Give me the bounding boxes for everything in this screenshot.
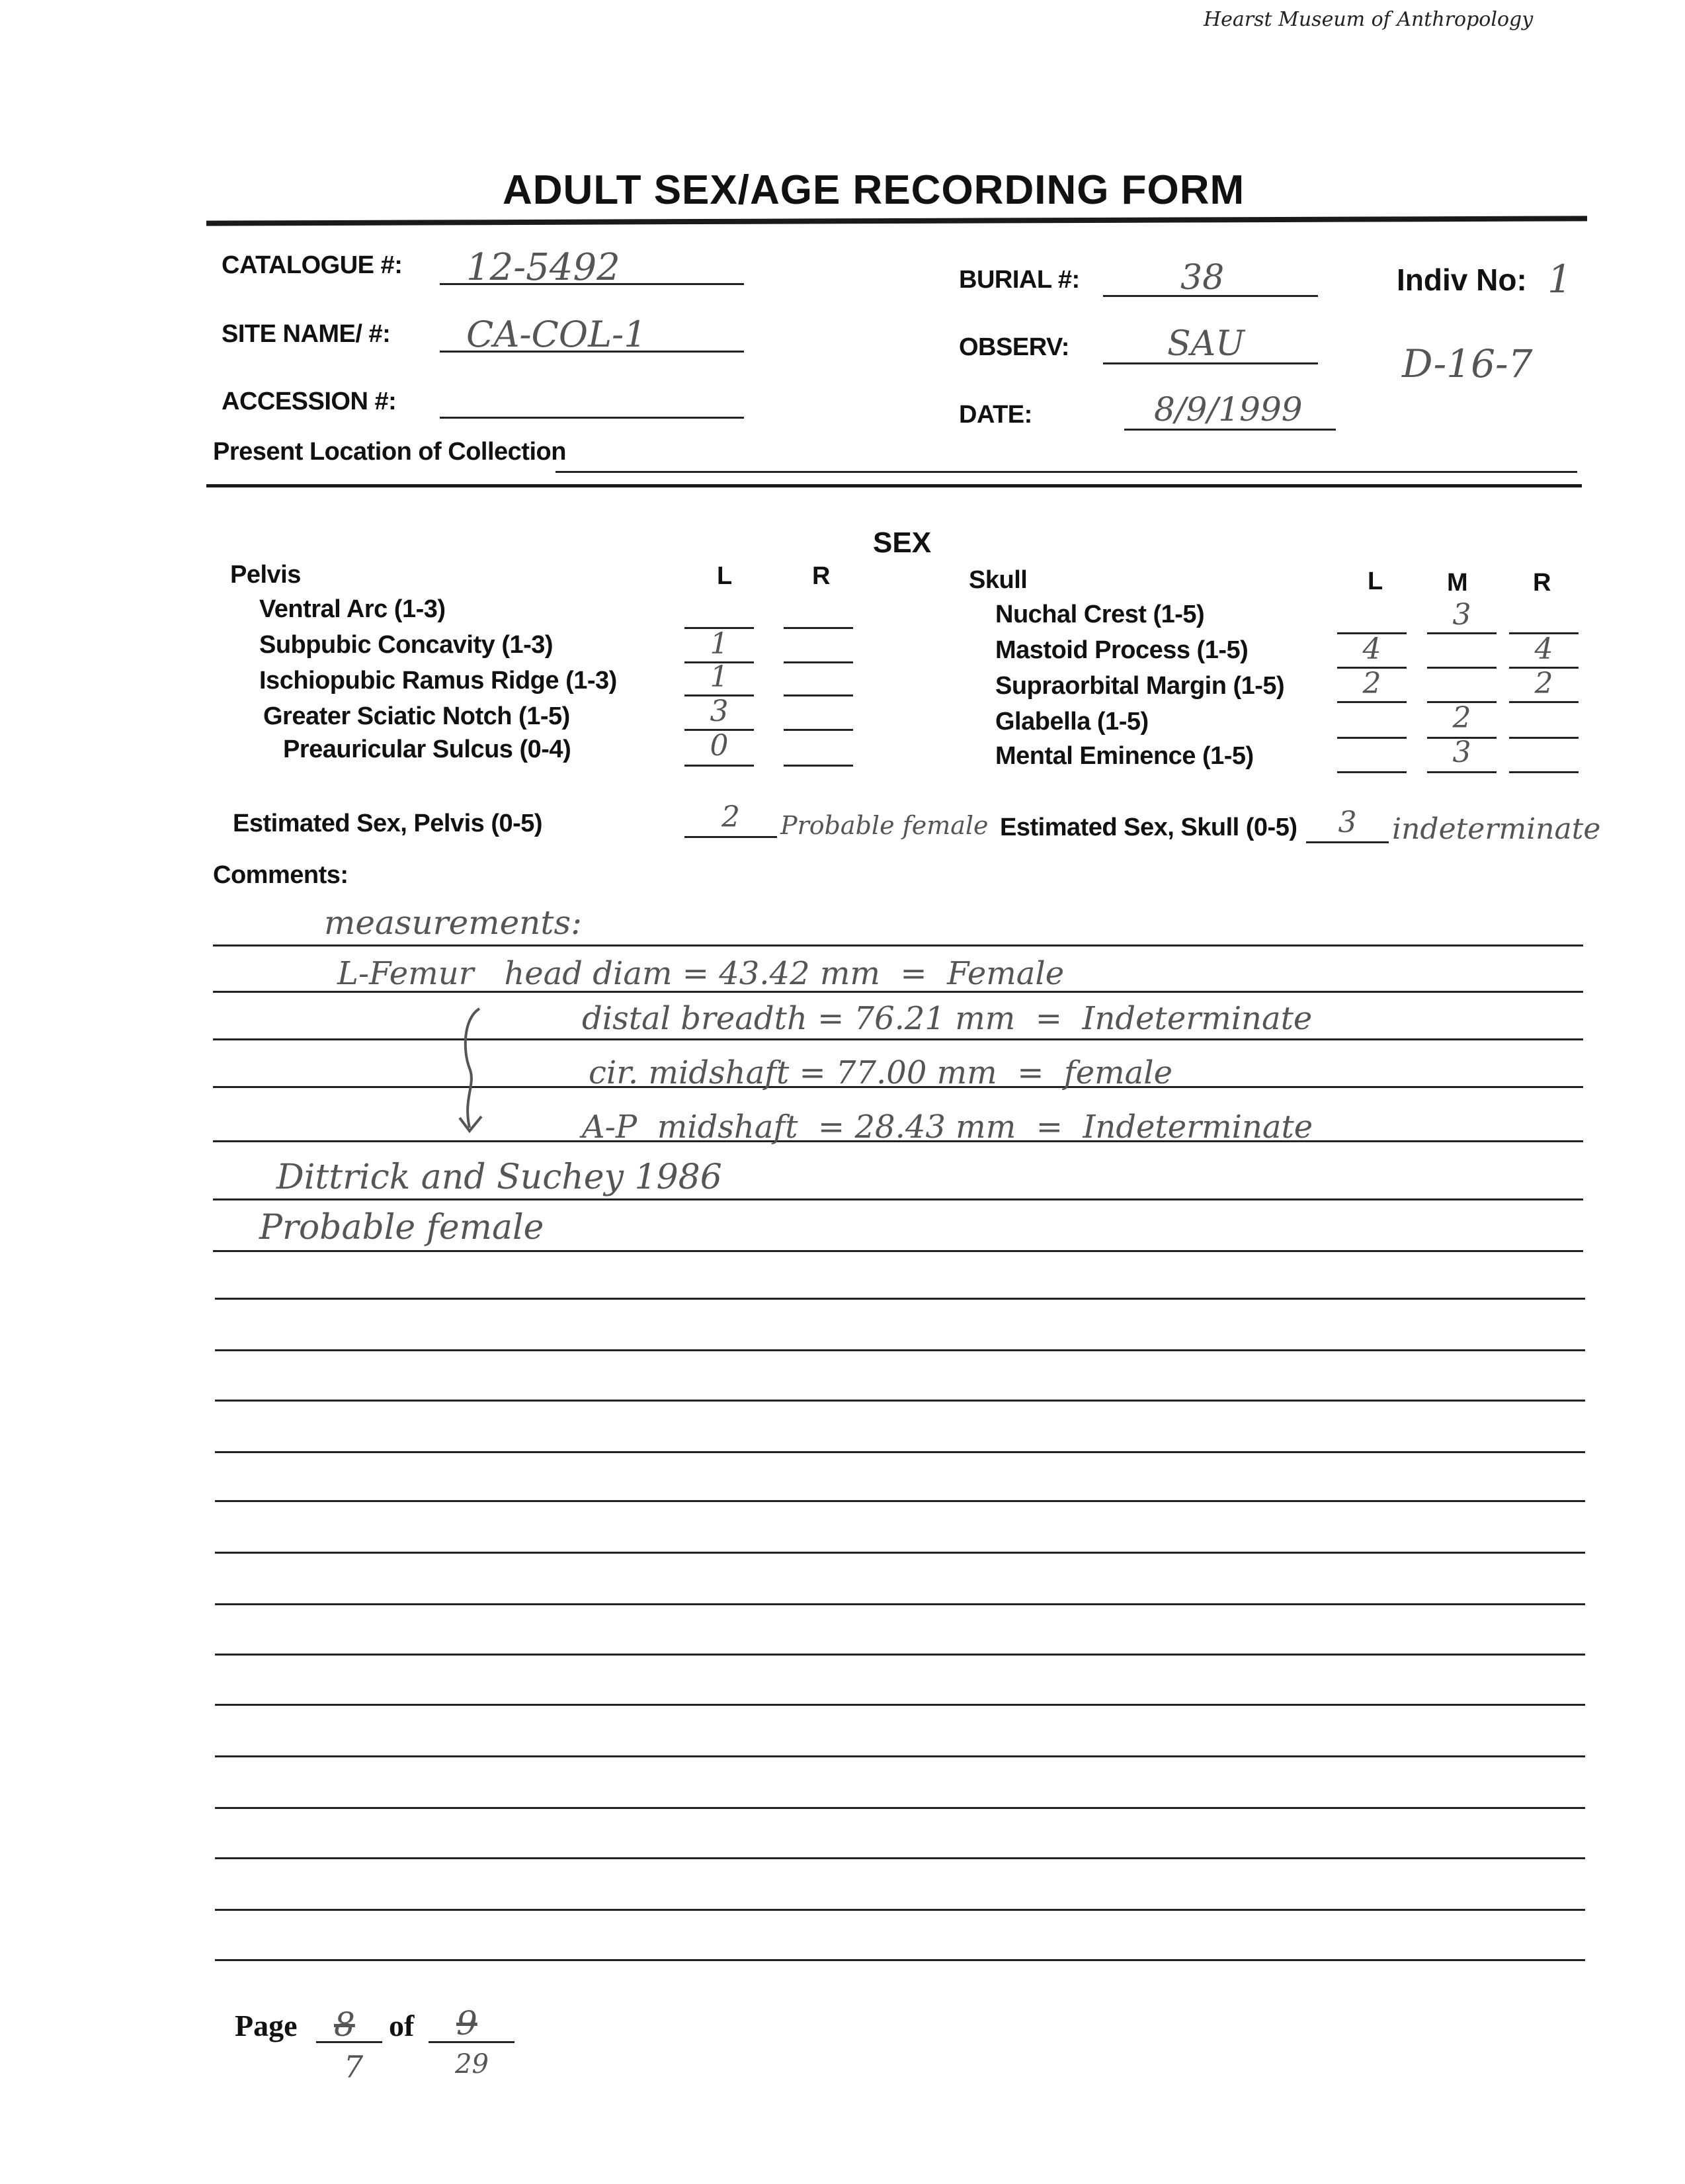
skull-r-blank[interactable] xyxy=(1509,701,1579,703)
pelvis-estimate-value[interactable]: 2 xyxy=(721,800,740,834)
pelvis-r-blank[interactable] xyxy=(784,729,853,731)
comment-rule xyxy=(215,1603,1585,1605)
skull-r-blank[interactable] xyxy=(1509,771,1579,773)
pelvis-col-l: L xyxy=(717,562,732,590)
comment-line: A-P midshaft = 28.43 mm = Indeterminate xyxy=(582,1109,1313,1146)
skull-estimate-label: Estimated Sex, Skull (0-5) xyxy=(1000,814,1297,841)
comment-rule xyxy=(215,1959,1585,1961)
pelvis-estimate-blank[interactable] xyxy=(684,836,777,838)
comment-rule xyxy=(215,1349,1585,1351)
catalogue-value[interactable]: 12-5492 xyxy=(466,246,620,289)
skull-m-blank[interactable] xyxy=(1427,771,1497,773)
pelvis-heading: Pelvis xyxy=(230,561,301,589)
comment-rule xyxy=(215,1755,1585,1757)
comment-line: measurements: xyxy=(324,903,582,942)
of-label: of xyxy=(389,2009,415,2042)
pelvis-row-label: Subpubic Concavity (1-3) xyxy=(259,631,554,659)
page-corrected: 7 xyxy=(344,2049,364,2085)
skull-col-r: R xyxy=(1533,569,1551,597)
accession-line[interactable] xyxy=(440,417,744,419)
skull-m-value[interactable]: 3 xyxy=(1452,598,1471,632)
title-rule xyxy=(206,216,1587,226)
skull-r-blank[interactable] xyxy=(1509,737,1579,739)
comment-line: distal breadth = 76.21 mm = Indeterminate xyxy=(582,1000,1313,1037)
skull-estimate-value[interactable]: 3 xyxy=(1338,806,1357,839)
skull-col-l: L xyxy=(1368,567,1383,595)
pelvis-estimate-label: Estimated Sex, Pelvis (0-5) xyxy=(233,810,543,837)
sex-heading: SEX xyxy=(873,526,932,559)
skull-m-blank[interactable] xyxy=(1427,632,1497,634)
comment-rule xyxy=(215,1857,1585,1859)
pelvis-row-label: Greater Sciatic Notch (1-5) xyxy=(263,702,570,730)
comment-line: cir. midshaft = 77.00 mm = female xyxy=(589,1054,1172,1091)
pelvis-r-blank[interactable] xyxy=(784,694,853,696)
skull-row-label: Mastoid Process (1-5) xyxy=(995,636,1249,664)
skull-m-value[interactable]: 2 xyxy=(1452,701,1471,735)
brace-arrow-icon xyxy=(450,1005,496,1138)
pelvis-estimate-note: Probable female xyxy=(780,811,989,840)
site-name-value[interactable]: CA-COL-1 xyxy=(466,314,647,355)
date-value[interactable]: 8/9/1999 xyxy=(1154,390,1303,429)
catalogue-label: CATALOGUE #: xyxy=(222,251,403,279)
comment-rule xyxy=(215,1807,1585,1809)
skull-l-blank[interactable] xyxy=(1337,737,1407,739)
skull-r-value[interactable]: 4 xyxy=(1534,632,1553,666)
date-label: DATE: xyxy=(959,401,1032,429)
skull-m-value[interactable]: 3 xyxy=(1452,735,1471,769)
site-name-label: SITE NAME/ #: xyxy=(222,320,391,348)
page-label: Page xyxy=(235,2009,298,2042)
comments-label: Comments: xyxy=(213,861,349,889)
page-value[interactable]: 8 xyxy=(334,2005,355,2044)
skull-r-value[interactable]: 2 xyxy=(1534,667,1553,700)
indiv-label: Indiv No: xyxy=(1397,263,1527,297)
indiv-value[interactable]: 1 xyxy=(1547,257,1572,302)
comment-rule xyxy=(213,1038,1583,1040)
pelvis-r-blank[interactable] xyxy=(784,765,853,767)
pelvis-col-r: R xyxy=(812,562,830,590)
comment-rule xyxy=(213,1198,1583,1200)
skull-l-value[interactable]: 2 xyxy=(1362,667,1381,700)
skull-row-label: Glabella (1-5) xyxy=(995,708,1149,735)
comment-rule xyxy=(215,1704,1585,1706)
skull-estimate-note: indeterminate xyxy=(1392,812,1601,846)
observ-label: OBSERV: xyxy=(959,333,1069,361)
pelvis-row-label: Preauricular Sulcus (0-4) xyxy=(283,735,571,763)
skull-row-label: Mental Eminence (1-5) xyxy=(995,742,1254,770)
skull-l-value[interactable]: 4 xyxy=(1362,632,1381,666)
comment-rule xyxy=(215,1500,1585,1502)
location-label: Present Location of Collection xyxy=(213,438,566,466)
pelvis-row-label: Ischiopubic Ramus Ridge (1-3) xyxy=(259,667,617,694)
skull-l-blank[interactable] xyxy=(1337,701,1407,703)
skull-l-blank[interactable] xyxy=(1337,771,1407,773)
accession-label: ACCESSION #: xyxy=(222,388,397,415)
location-line[interactable] xyxy=(555,471,1577,473)
pelvis-l-value[interactable]: 0 xyxy=(710,729,729,763)
pelvis-r-blank[interactable] xyxy=(784,627,853,629)
observ-value[interactable]: SAU xyxy=(1167,324,1245,364)
skull-heading: Skull xyxy=(969,566,1028,594)
pelvis-l-value[interactable]: 1 xyxy=(710,660,729,694)
comment-rule xyxy=(213,945,1583,946)
comment-rule xyxy=(215,1298,1585,1300)
extra-note: D-16-7 xyxy=(1402,341,1533,386)
form-title: ADULT SEX/AGE RECORDING FORM xyxy=(503,167,1245,213)
pelvis-r-blank[interactable] xyxy=(784,661,853,663)
burial-label: BURIAL #: xyxy=(959,266,1080,294)
comment-line: Probable female xyxy=(259,1208,544,1247)
pelvis-l-blank[interactable] xyxy=(684,765,754,767)
of-value[interactable]: 9 xyxy=(456,2004,477,2042)
skull-row-label: Supraorbital Margin (1-5) xyxy=(995,672,1285,700)
comment-rule xyxy=(215,1400,1585,1402)
comment-line: Dittrick and Suchey 1986 xyxy=(276,1157,722,1197)
skull-m-blank[interactable] xyxy=(1427,667,1497,669)
pelvis-l-value[interactable]: 3 xyxy=(710,694,729,728)
skull-col-m: M xyxy=(1447,569,1468,597)
skull-row-label: Nuchal Crest (1-5) xyxy=(995,601,1205,628)
comment-rule xyxy=(213,1250,1583,1252)
comment-line: L-Femur head diam = 43.42 mm = Female xyxy=(337,955,1065,992)
of-corrected: 29 xyxy=(455,2049,489,2079)
comment-rule xyxy=(215,1654,1585,1656)
header-bottom-rule xyxy=(206,484,1582,487)
pelvis-l-value[interactable]: 1 xyxy=(710,627,729,661)
comment-rule xyxy=(215,1451,1585,1453)
burial-value[interactable]: 38 xyxy=(1180,258,1225,298)
comment-rule xyxy=(215,1909,1585,1911)
comment-rule xyxy=(215,1552,1585,1554)
institution-stamp: Hearst Museum of Anthropology xyxy=(1204,8,1534,31)
pelvis-row-label: Ventral Arc (1-3) xyxy=(259,595,446,623)
skull-estimate-blank[interactable] xyxy=(1306,841,1389,843)
date-line[interactable] xyxy=(1124,429,1336,431)
